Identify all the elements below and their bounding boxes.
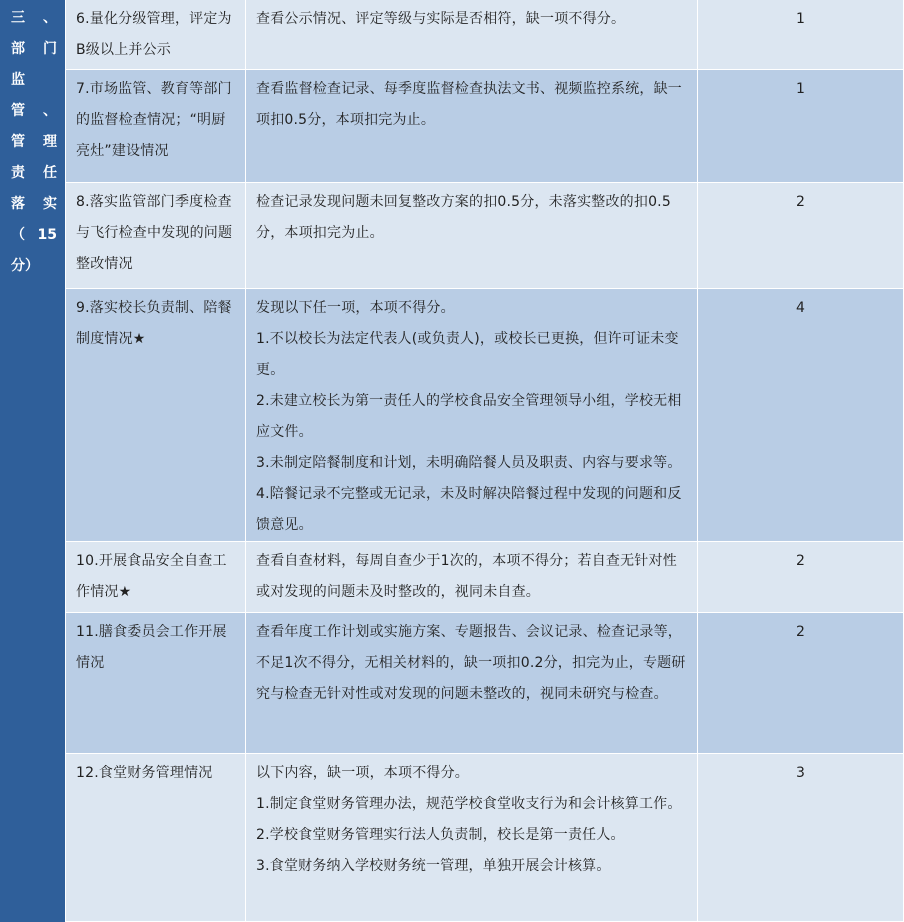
item-cell: 10.开展食品安全自查工作情况★ [66, 542, 246, 613]
category-line: 三 、 [11, 10, 57, 26]
method-cell [246, 754, 698, 922]
method-text: 查看监督检查记录、每季度监督检查执法文书、视频监控系统，缺一项扣0.5分，本项扣完为止。 [256, 81, 682, 128]
method-cell [246, 70, 698, 183]
score-cell: 3 [698, 754, 904, 922]
item-cell: 7.市场监管、教育等部门的监督检查情况；“明厨亮灶”建设情况 [66, 70, 246, 183]
score-cell: 1 [698, 0, 904, 70]
score-cell: 2 [698, 542, 904, 613]
method-cell [246, 0, 698, 70]
method-text: 以下内容，缺一项，本项不得分。 [256, 765, 469, 781]
category-line: 落 实 [11, 196, 57, 212]
category-line: 部 门 [11, 41, 57, 57]
method-cell [246, 613, 698, 754]
method-text: 3.食堂财务纳入学校财务统一管理，单独开展会计核算。 [256, 858, 611, 874]
score-cell: 2 [698, 183, 904, 289]
score-cell: 2 [698, 613, 904, 754]
category-line: （ 15 [11, 227, 57, 243]
method-text: 1.不以校长为法定代表人(或负责人)，或校长已更换，但许可证未变更。 [256, 331, 679, 378]
method-text: 4.陪餐记录不完整或无记录，未及时解决陪餐过程中发现的问题和反馈意见。 [256, 486, 682, 533]
method-cell [246, 183, 698, 289]
category-line: 管 、 [11, 103, 57, 119]
method-text: 1.制定食堂财务管理办法，规范学校食堂收支行为和会计核算工作。 [256, 796, 682, 812]
category-line: 分） [11, 258, 39, 274]
method-text: 2.未建立校长为第一责任人的学校食品安全管理领导小组，学校无相应文件。 [256, 393, 682, 440]
method-text: 发现以下任一项，本项不得分。 [256, 300, 455, 316]
score-cell: 1 [698, 70, 904, 183]
item-cell: 9.落实校长负责制、陪餐制度情况★ [66, 289, 246, 542]
category-line: 责 任 [11, 165, 57, 181]
method-text: 2.学校食堂财务管理实行法人负责制，校长是第一责任人。 [256, 827, 625, 843]
method-cell [246, 289, 698, 542]
method-text: 检查记录发现问题未回复整改方案的扣0.5分，未落实整改的扣0.5分，本项扣完为止。 [256, 194, 671, 241]
method-text: 查看自查材料，每周自查少于1次的，本项不得分；若自查无针对性或对发现的问题未及时整改的，视同未自查。 [256, 553, 677, 600]
method-text: 查看年度工作计划或实施方案、专题报告、会议记录、检查记录等，不足1次不得分，无相关材料的，缺一项扣0.2分，扣完为止，专题研究与检查无针对性或对发现的问题未整改的，视同未研究与检查。 [256, 624, 686, 702]
item-cell: 11.膳食委员会工作开展情况 [66, 613, 246, 754]
method-cell [246, 542, 698, 613]
method-text: 查看公示情况、评定等级与实际是否相符，缺一项不得分。 [256, 11, 626, 27]
item-cell: 12.食堂财务管理情况 [66, 754, 246, 922]
category-line: 监 [11, 72, 25, 88]
category-cell [0, 0, 66, 922]
category-line: 管 理 [11, 134, 57, 150]
method-text: 3.未制定陪餐制度和计划，未明确陪餐人员及职责、内容与要求等。 [256, 455, 682, 471]
score-cell: 4 [698, 289, 904, 542]
item-cell: 8.落实监管部门季度检查与飞行检查中发现的问题整改情况 [66, 183, 246, 289]
item-cell: 6.量化分级管理，评定为B级以上并公示 [66, 0, 246, 70]
